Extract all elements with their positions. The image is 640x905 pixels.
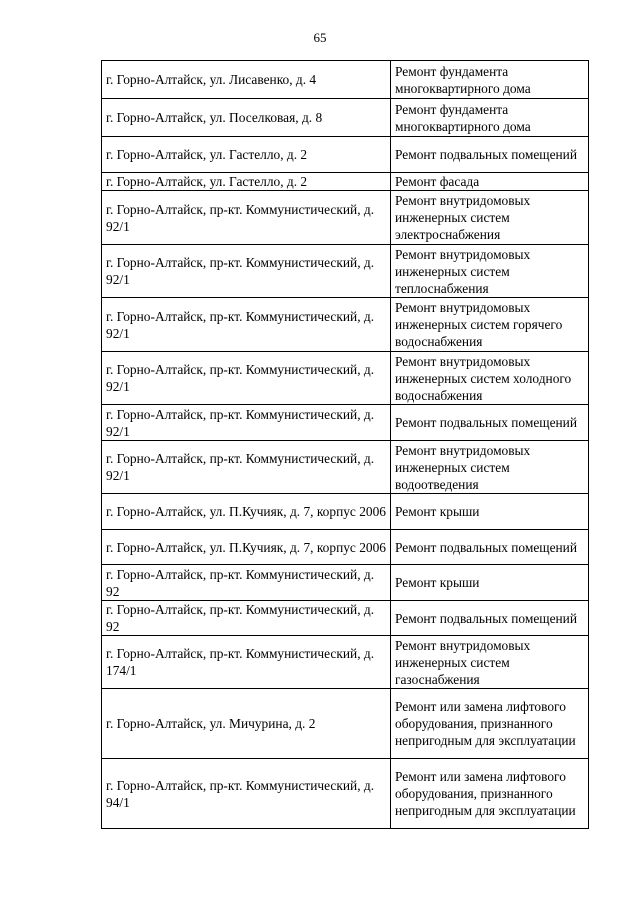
address-text: г. Горно-Алтайск, ул. П.Кучияк, д. 7, корпус 2006	[106, 539, 387, 555]
address-text: г. Горно-Алтайск, пр-кт. Коммунистический, д. 92/1	[106, 308, 375, 341]
table-row	[102, 636, 589, 689]
address-cell	[102, 137, 391, 173]
address-cell	[102, 298, 391, 352]
work-cell	[391, 405, 589, 441]
table-row	[102, 689, 589, 759]
address-cell	[102, 173, 391, 191]
table-row	[102, 191, 589, 245]
table-row	[102, 759, 589, 829]
address-text: г. Горно-Алтайск, пр-кт. Коммунистический, д. 92	[106, 566, 375, 599]
repair-works-table	[101, 60, 589, 829]
address-cell	[102, 245, 391, 298]
address-cell	[102, 99, 391, 137]
table-row	[102, 405, 589, 441]
address-text: г. Горно-Алтайск, ул. П.Кучияк, д. 7, корпус 2006	[106, 504, 387, 519]
address-text: г. Горно-Алтайск, пр-кт. Коммунистический, д. 92/1	[106, 201, 375, 234]
work-cell	[391, 494, 589, 530]
address-text: г. Горно-Алтайск, пр-кт. Коммунистический, д. 92	[106, 602, 375, 634]
address-text: г. Горно-Алтайск, ул. Лисавенко, д. 4	[106, 72, 317, 87]
work-cell	[391, 61, 589, 99]
table-row	[102, 137, 589, 173]
address-cell	[102, 191, 391, 245]
address-cell	[102, 759, 391, 829]
work-text: Ремонт внутридомовых инженерных систем электроснабжения	[395, 193, 531, 242]
work-cell	[391, 441, 589, 494]
work-cell	[391, 601, 589, 636]
work-text: Ремонт фундамента многоквартирного дома	[395, 63, 531, 96]
work-cell	[391, 173, 589, 191]
address-cell	[102, 601, 391, 636]
address-cell	[102, 352, 391, 405]
address-cell	[102, 494, 391, 530]
work-text: Ремонт крыши	[395, 575, 480, 590]
work-text: Ремонт фасада	[395, 174, 480, 189]
work-cell	[391, 759, 589, 829]
table-row	[102, 173, 589, 191]
table-row	[102, 494, 589, 530]
work-text: Ремонт внутридомовых инженерных систем газоснабжения	[395, 637, 531, 687]
work-text: Ремонт внутридомовых инженерных систем холодного водоснабжения	[395, 353, 572, 403]
table-row	[102, 245, 589, 298]
table-row	[102, 601, 589, 636]
address-text: г. Горно-Алтайск, ул. Поселковая, д. 8	[106, 110, 323, 125]
work-text: Ремонт или замена лифтового оборудования, признанного непригодным для эксплуатации	[395, 769, 576, 818]
work-cell	[391, 298, 589, 352]
address-text: г. Горно-Алтайск, пр-кт. Коммунистический, д. 92/1	[106, 255, 375, 287]
work-cell	[391, 245, 589, 298]
work-text: Ремонт внутридомовых инженерных систем водоотведения	[395, 442, 531, 492]
address-text: г. Горно-Алтайск, ул. Мичурина, д. 2	[106, 716, 316, 731]
table-row	[102, 99, 589, 137]
address-cell	[102, 636, 391, 689]
address-text: г. Горно-Алтайск, пр-кт. Коммунистический, д. 94/1	[106, 777, 375, 810]
work-cell	[391, 137, 589, 173]
work-cell	[391, 352, 589, 405]
table-row	[102, 298, 589, 352]
work-cell	[391, 99, 589, 137]
address-cell	[102, 441, 391, 494]
work-text: Ремонт подвальных помещений	[395, 147, 578, 162]
work-text: Ремонт подвальных помещений	[395, 539, 578, 555]
table-row	[102, 61, 589, 99]
address-cell	[102, 530, 391, 565]
work-cell	[391, 530, 589, 565]
work-text: Ремонт подвальных помещений	[395, 415, 578, 430]
work-cell	[391, 565, 589, 601]
work-cell	[391, 689, 589, 759]
address-text: г. Горно-Алтайск, ул. Гастелло, д. 2	[106, 147, 308, 162]
work-cell	[391, 191, 589, 245]
address-cell	[102, 689, 391, 759]
address-cell	[102, 405, 391, 441]
table-row	[102, 441, 589, 494]
address-cell	[102, 565, 391, 601]
page-number: 65	[313, 30, 327, 45]
address-text: г. Горно-Алтайск, пр-кт. Коммунистический, д. 92/1	[106, 451, 375, 483]
address-cell	[102, 61, 391, 99]
work-text: Ремонт или замена лифтового оборудования, признанного непригодным для эксплуатации	[395, 699, 576, 748]
work-text: Ремонт подвальных помещений	[395, 610, 578, 626]
work-text: Ремонт фундамента многоквартирного дома	[395, 101, 531, 134]
work-text: Ремонт крыши	[395, 504, 480, 519]
address-text: г. Горно-Алтайск, пр-кт. Коммунистический, д. 174/1	[106, 646, 375, 678]
address-text: г. Горно-Алтайск, пр-кт. Коммунистический, д. 92/1	[106, 406, 375, 439]
table-row	[102, 530, 589, 565]
work-text: Ремонт внутридомовых инженерных систем теплоснабжения	[395, 246, 531, 296]
table-body	[102, 61, 589, 829]
work-text: Ремонт внутридомовых инженерных систем горячего водоснабжения	[395, 300, 563, 349]
table-row	[102, 352, 589, 405]
address-text: г. Горно-Алтайск, пр-кт. Коммунистический, д. 92/1	[106, 362, 375, 394]
table-row	[102, 565, 589, 601]
work-cell	[391, 636, 589, 689]
address-text: г. Горно-Алтайск, ул. Гастелло, д. 2	[106, 174, 308, 189]
